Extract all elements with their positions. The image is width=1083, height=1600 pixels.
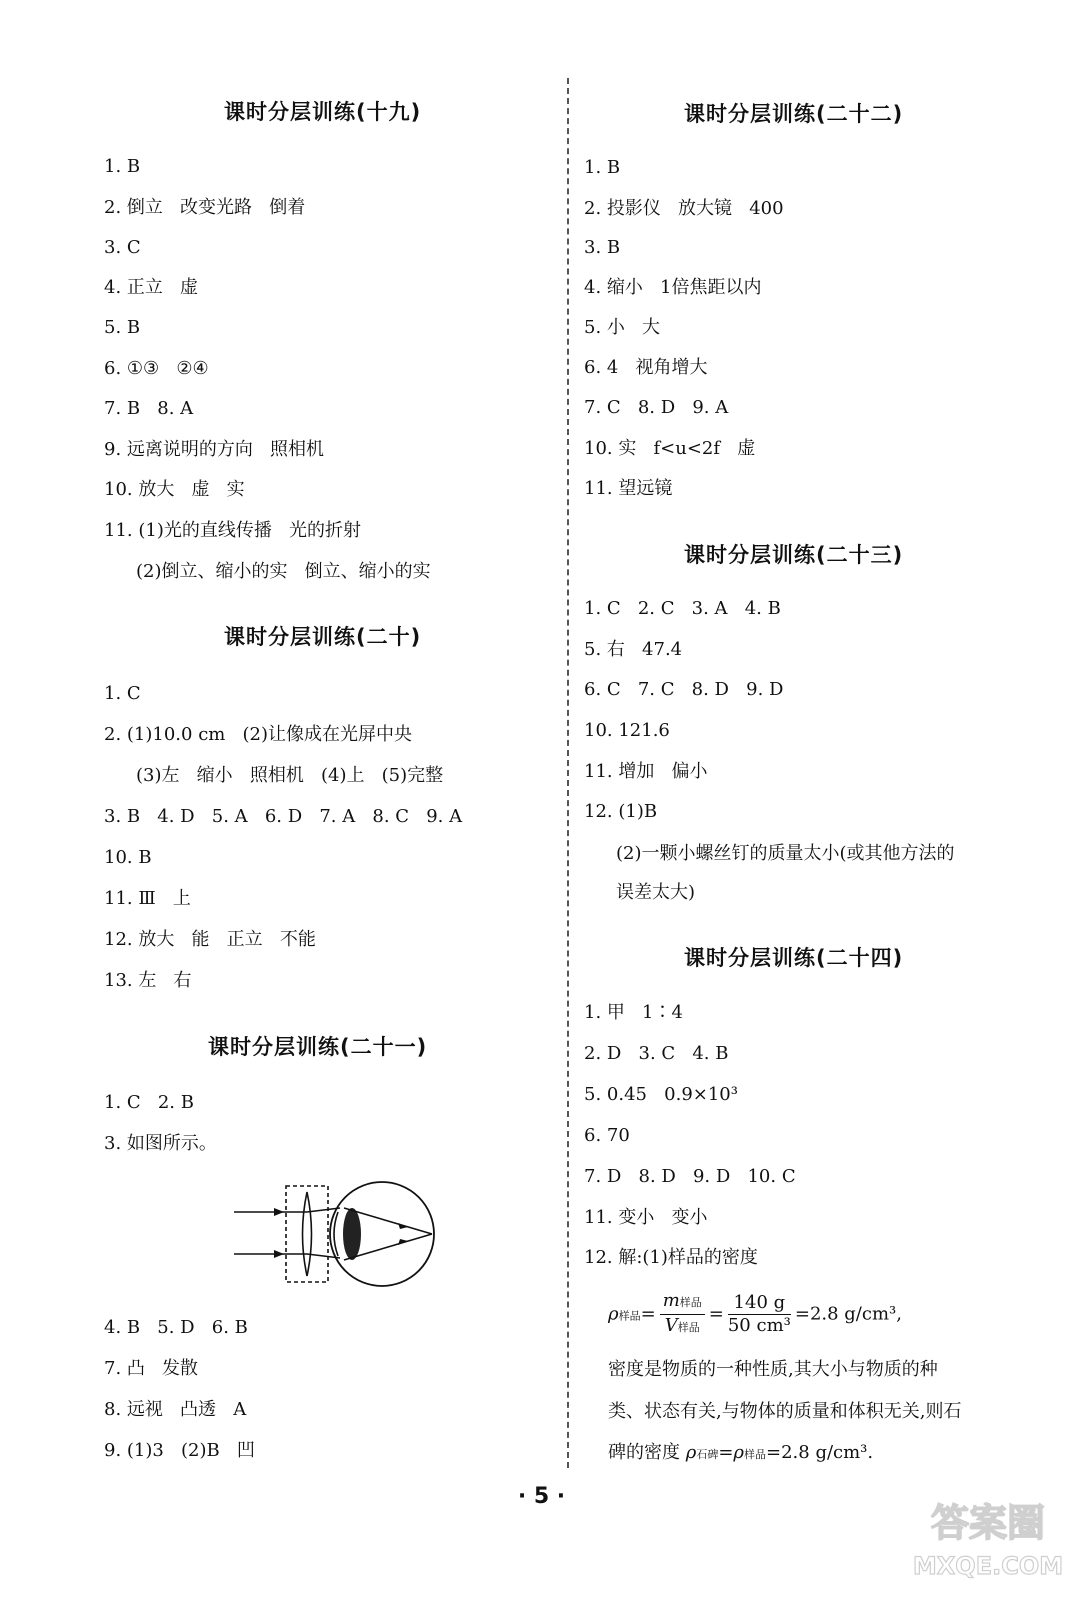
answer-line: 6. 70 <box>584 1125 630 1146</box>
answer-line: 7. C 8. D 9. A <box>584 397 729 418</box>
answer-line: 10. B <box>104 847 152 868</box>
answer-line: 4. 正立 虚 <box>104 277 199 298</box>
answer-line: 11. 增加 偏小 <box>584 761 708 782</box>
answer-line: 7. 凸 发散 <box>104 1358 199 1379</box>
answer-line: 5. 小 大 <box>584 317 661 338</box>
answer-line: 1. C 2. C 3. A 4. B <box>584 598 781 619</box>
svg-text:答案圈: 答案圈 <box>930 1501 1046 1545</box>
section-title-19: 课时分层训练(十九) <box>224 100 422 124</box>
cornea <box>334 1212 338 1256</box>
answer-line: 1. C <box>104 683 141 704</box>
answer-line: 11. 望远镜 <box>584 478 673 499</box>
section-title-23: 课时分层训练(二十三) <box>684 543 904 567</box>
answer-line: 13. 左 右 <box>104 970 192 991</box>
answer-line: 10. 实 f<u<2f 虚 <box>584 438 756 459</box>
answer-line: 3. 如图所示。 <box>104 1133 217 1154</box>
lens-eye-diagram <box>232 1178 552 1298</box>
answer-line: 9. 远离说明的方向 照相机 <box>104 439 325 460</box>
answer-line: 3. C <box>104 237 141 258</box>
fraction-values: $\frac{140 g}{\text{50 cm³}}$ <box>727 1292 791 1336</box>
answer-line: 4. B 5. D 6. B <box>104 1317 248 1338</box>
answer-line: 12. (1)B <box>584 801 658 822</box>
answer-line: 1. C 2. B <box>104 1092 194 1113</box>
section-title-21: 课时分层训练(二十一) <box>208 1035 428 1059</box>
answer-line: 6. 4 视角增大 <box>584 357 708 378</box>
answer-line: (2)一颗小螺丝钉的质量太小(或其他方法的 <box>616 843 955 864</box>
concave-lens <box>303 1192 312 1276</box>
answer-line: 9. (1)3 (2)B 凹 <box>104 1440 255 1461</box>
answer-line: 6. ①③ ②④ <box>104 358 209 379</box>
density-formula: ρ样品= $\frac{\text{m样品}}{\text{V样品}}$ = $\frac{140 g}{\text{50 cm³}}$ =2.8 g/cm³, <box>608 1290 902 1339</box>
answer-line: 5. 0.45 0.9×10³ <box>584 1084 738 1105</box>
answer-line: 10. 放大 虚 实 <box>104 479 245 500</box>
answer-line: 2. (1)10.0 cm (2)让像成在光屏中央 <box>104 724 413 745</box>
answer-line: 3. B <box>584 237 621 258</box>
crystalline-lens <box>343 1208 361 1260</box>
answer-line: (3)左 缩小 照相机 (4)上 (5)完整 <box>136 765 444 786</box>
arrow-icon <box>274 1250 284 1258</box>
answer-line: 8. 远视 凸透 A <box>104 1399 247 1420</box>
svg-text:MXQE.COM: MXQE.COM <box>913 1552 1063 1580</box>
answer-line: 7. D 8. D 9. D 10. C <box>584 1166 796 1187</box>
answer-line: 3. B 4. D 5. A 6. D 7. A 8. C 9. A <box>104 806 463 827</box>
answer-line: 2. D 3. C 4. B <box>584 1043 729 1064</box>
answer-line: 11. (1)光的直线传播 光的折射 <box>104 520 362 541</box>
answer-line: 11. 变小 变小 <box>584 1207 708 1228</box>
answer-line: 11. Ⅲ 上 <box>104 888 191 909</box>
answer-line: 1. 甲 1∶4 <box>584 1002 683 1023</box>
explanation-line: 密度是物质的一种性质,其大小与物质的种 <box>608 1359 938 1380</box>
answer-line: 12. 解:(1)样品的密度 <box>584 1247 758 1268</box>
explanation-line: 碑的密度 ρ石碑=ρ样品=2.8 g/cm³. <box>608 1442 874 1463</box>
section-title-20: 课时分层训练(二十) <box>224 625 422 649</box>
page-number: · 5 · <box>517 1484 566 1509</box>
answer-line: (2)倒立、缩小的实 倒立、缩小的实 <box>136 561 431 582</box>
section-title-22: 课时分层训练(二十二) <box>684 102 904 126</box>
fraction-m-over-v: $\frac{\text{m样品}}{\text{V样品}}$ <box>660 1290 705 1339</box>
answer-line: 2. 倒立 改变光路 倒着 <box>104 197 306 218</box>
column-divider <box>567 78 569 1468</box>
answer-line: 4. 缩小 1倍焦距以内 <box>584 277 762 298</box>
section-title-24: 课时分层训练(二十四) <box>684 946 904 970</box>
arrow-icon <box>274 1208 284 1216</box>
answer-line: 2. 投影仪 放大镜 400 <box>584 198 784 219</box>
answer-line: 5. 右 47.4 <box>584 639 683 660</box>
answer-line: 12. 放大 能 正立 不能 <box>104 929 316 950</box>
answer-line: 误差太大) <box>616 882 696 903</box>
answer-line: 7. B 8. A <box>104 398 194 419</box>
answer-line: 1. B <box>104 156 141 177</box>
answer-line: 6. C 7. C 8. D 9. D <box>584 679 784 700</box>
explanation-line: 类、状态有关,与物体的质量和体积无关,则石 <box>608 1401 962 1422</box>
dashed-box <box>286 1186 328 1282</box>
answer-line: 1. B <box>584 157 621 178</box>
answer-line: 5. B <box>104 317 141 338</box>
answer-line: 10. 121.6 <box>584 720 670 741</box>
watermark-logo <box>913 1488 1063 1588</box>
